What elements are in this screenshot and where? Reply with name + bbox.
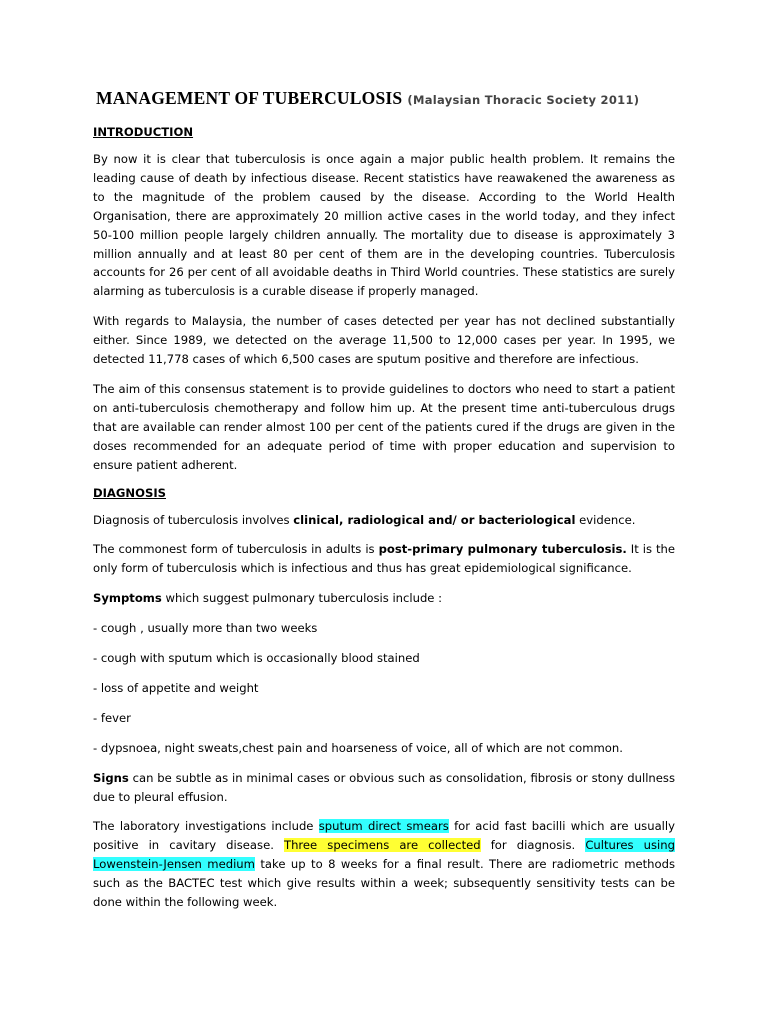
- highlight-cultures: Cultures using Lowenstein-Jensen medium: [93, 838, 675, 872]
- intro-paragraph-3: The aim of this consensus statement is to provide guidelines to doctors who need to start a patient on anti-tuberculosis chemotherapy and follow him up. At the present time anti-tuberculous drugs that are available can render almost 100 per cent of the patients cured if the drugs are given in the doses recommended for an adequate period of time with proper education and supervision to ensure patient adherent.: [93, 381, 675, 472]
- symptoms-label: Symptoms: [93, 591, 162, 606]
- laboratory-paragraph: [93, 817, 675, 912]
- signs-paragraph: [93, 769, 675, 807]
- symptom-item: - loss of appetite and weight: [93, 680, 259, 695]
- document-subtitle: (Malaysian Thoracic Society 2011): [407, 93, 640, 107]
- document-page: [93, 88, 675, 923]
- signs-text: can be subtle as in minimal cases or obvious such as consolidation, fibrosis or stony dullness due to pleural effusion.: [93, 770, 675, 804]
- diagnosis-heading: DIAGNOSIS: [93, 485, 166, 500]
- diagnosis-p1-bold: clinical, radiological and/ or bacteriological: [293, 512, 576, 527]
- lab-text-2: for acid fast bacilli which are usually positive in cavitary disease.: [93, 819, 675, 853]
- title-line: [96, 88, 675, 109]
- document-title: MANAGEMENT OF TUBERCULOSIS: [96, 88, 403, 108]
- signs-label: Signs: [93, 770, 129, 785]
- intro-paragraph-1: By now it is clear that tuberculosis is once again a major public health problem. It remains the leading cause of death by infectious disease. Recent statistics have reawakened the awareness as to the magnitude of the problem caused by the disease. According to the World Health Organisation, there are approximately 20 million active cases in the world today, and they infect 50-100 million people largely children annually. The mortality due to disease is approximately 3 million annually and at least 80 per cent of them are in the developing countries. Tuberculosis accounts for 26 per cent of all avoidable deaths in Third World countries. These statistics are surely alarming as tuberculosis is a curable disease if properly managed.: [93, 152, 675, 299]
- diagnosis-p2-text: The commonest form of tuberculosis in adults is: [93, 542, 379, 557]
- diagnosis-p1-end: evidence.: [575, 512, 636, 527]
- lab-text-1: The laboratory investigations include: [93, 819, 319, 834]
- diagnosis-paragraph-1: [93, 511, 675, 530]
- diagnosis-paragraph-2: [93, 540, 675, 578]
- symptom-item: - dypsnoea, night sweats,chest pain and hoarseness of voice, all of which are not common.: [93, 740, 623, 755]
- highlight-sputum-smears: sputum direct smears: [318, 819, 449, 834]
- symptoms-intro-text: which suggest pulmonary tuberculosis include :: [161, 591, 443, 606]
- symptom-item: - fever: [93, 710, 131, 725]
- diagnosis-p2-bold: post-primary pulmonary tuberculosis.: [378, 542, 627, 557]
- lab-text-4: take up to 8 weeks for a final result. There are radiometric methods such as the BACTEC test which give results within a week; subsequently sensitivity tests can be done within the following week.: [93, 857, 676, 910]
- introduction-heading: INTRODUCTION: [93, 125, 194, 139]
- lab-text-3: for diagnosis.: [480, 838, 586, 853]
- symptom-item: - cough , usually more than two weeks: [93, 621, 318, 636]
- symptom-item: - cough with sputum which is occasionally blood stained: [93, 651, 420, 666]
- diagnosis-p1-text: Diagnosis of tuberculosis involves: [93, 512, 294, 527]
- intro-paragraph-2: With regards to Malaysia, the number of cases detected per year has not declined substantially either. Since 1989, we detected on the average 11,500 to 12,000 cases per year. In 1995, we detected 11,778 cases of which 6,500 cases are sputum positive and therefore are infectious.: [93, 314, 675, 367]
- symptoms-intro: [93, 589, 675, 608]
- diagnosis-p2-end: It is the only form of tuberculosis which is infectious and thus has great epidemiological significance.: [93, 542, 676, 576]
- highlight-three-specimens: Three specimens are collected: [283, 838, 481, 853]
